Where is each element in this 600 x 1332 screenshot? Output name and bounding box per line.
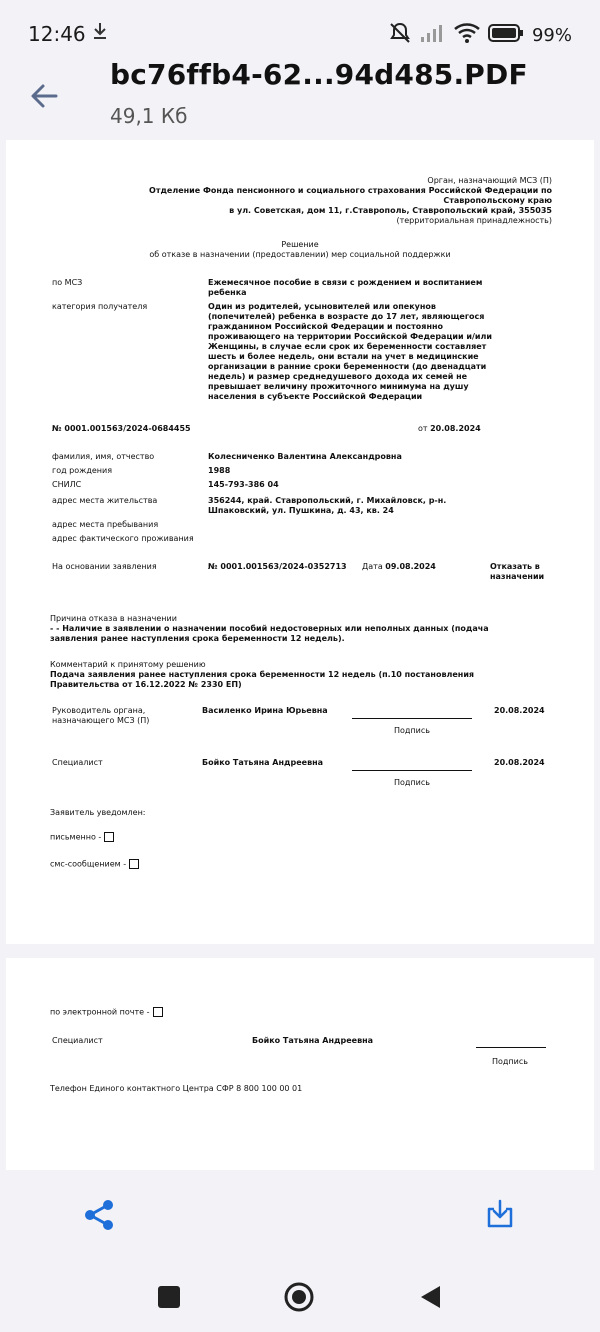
specialist-label-2: Специалист xyxy=(52,1036,103,1045)
email-row xyxy=(50,1007,163,1018)
fio-value: Колесниченко Валентина Александровна xyxy=(208,452,402,461)
category-label: категория получателя xyxy=(52,302,148,311)
msz-value: Ежемесячное пособие в связи с рождением и воспитанием ребенка xyxy=(208,278,483,297)
number-value: 0001.001563/2024-0684455 xyxy=(64,424,191,433)
written-row xyxy=(50,832,114,843)
basis-date xyxy=(362,562,436,572)
actual-label: адрес фактического проживания xyxy=(52,534,194,543)
back-nav-button[interactable] xyxy=(418,1284,442,1310)
head-label: Руководитель органа, назначающего МСЗ (П) xyxy=(52,706,150,725)
basis-number-prefix: № xyxy=(208,562,218,571)
fio-label: фамилия, имя, отчество xyxy=(52,452,155,461)
app-bar xyxy=(0,52,600,138)
org-label: Орган, назначающий МСЗ (П) xyxy=(427,176,552,185)
specialist-label: Специалист xyxy=(52,758,103,767)
decision-title: Решение xyxy=(281,240,319,249)
email-checkbox xyxy=(153,1007,163,1017)
back-arrow-icon[interactable] xyxy=(28,80,60,112)
specialist-name-2: Бойко Татьяна Андреевна xyxy=(252,1036,374,1045)
org-name-1: Отделение Фонда пенсионного и социального страхования Российской Федерации по xyxy=(149,186,552,195)
basis-date-prefix: Дата xyxy=(362,562,383,571)
status-right xyxy=(388,22,572,49)
battery-icon xyxy=(488,24,524,47)
written-label: письменно - xyxy=(50,832,102,842)
home-button[interactable] xyxy=(284,1282,314,1312)
pdf-page-1[interactable] xyxy=(6,140,594,944)
basis-label: На основании заявления xyxy=(52,562,157,571)
residence-label: адрес места жительства xyxy=(52,496,158,505)
basis-number xyxy=(208,562,347,572)
birth-year-value: 1988 xyxy=(208,466,231,475)
comment-text: Подача заявления ранее наступления срока беременности 12 недель (п.10 постановления Правительства от 16.12.2022 № 2330 ЕП) xyxy=(50,670,475,689)
status-time: 12:46 xyxy=(28,22,86,46)
file-title: bc76ffb4-62...94d485.PDF xyxy=(110,58,528,91)
specialist-date: 20.08.2024 xyxy=(494,758,545,767)
download-status-icon xyxy=(92,22,108,45)
birth-year-label: год рождения xyxy=(52,466,113,475)
specialist-signature-label: Подпись xyxy=(394,778,430,787)
reason-title: Причина отказа в назначении xyxy=(50,614,177,623)
basis-decision: Отказать в назначении xyxy=(490,562,545,581)
decision-subtitle: об отказе в назначении (предоставлении) мер социальной поддержки xyxy=(149,250,451,259)
category-value: Один из родителей, усыновителей или опекунов (попечителей) ребенка в возрасте до 17 лет, являющегося гражданином Российской Федерации и постоянно проживающего на территории Российской Федерации и/или Женщины, в случае если срок их беременности составляет шесть и более недель, они встали на учет в медицинские организации в ранние сроки беременности (до двенадцати недель) и размер среднедушевого дохода их семей не превышает величину прожиточного минимума на душу населения в субъекте Российской Федерации xyxy=(208,302,492,401)
sms-checkbox xyxy=(129,859,139,869)
notified-label: Заявитель уведомлен: xyxy=(50,808,146,817)
pdf-page-2[interactable] xyxy=(6,958,594,1170)
snils-label: СНИЛС xyxy=(52,480,82,489)
written-checkbox xyxy=(104,832,114,842)
battery-percent: 99% xyxy=(531,25,572,46)
msz-label: по МСЗ xyxy=(52,278,83,287)
date-prefix: от xyxy=(418,424,428,433)
basis-date-value: 09.08.2024 xyxy=(385,562,436,571)
sms-label: смс-сообщением - xyxy=(50,859,127,869)
system-nav-bar xyxy=(0,1260,600,1332)
sms-row xyxy=(50,859,139,870)
org-name-2: Ставропольскому краю xyxy=(443,196,552,205)
stay-label: адрес места пребывания xyxy=(52,520,159,529)
email-label: по электронной почте - xyxy=(50,1007,150,1017)
number-prefix: № xyxy=(52,424,62,433)
signature-line-2 xyxy=(476,1047,546,1048)
residence-value: 356244, край. Ставропольский, г. Михайловск, р-н. Шпаковский, ул. Пушкина, д. 43, кв. 24 xyxy=(208,496,447,515)
signal-icon xyxy=(420,23,446,48)
head-date: 20.08.2024 xyxy=(494,706,545,715)
org-territory: (территориальная принадлежность) xyxy=(396,216,552,225)
basis-number-value: 0001.001563/2024-0352713 xyxy=(220,562,347,571)
signature-label-2: Подпись xyxy=(492,1057,528,1066)
download-icon[interactable] xyxy=(484,1198,516,1230)
bottom-action-bar xyxy=(0,1180,600,1260)
share-icon[interactable] xyxy=(82,1198,116,1232)
specialist-signature-line xyxy=(352,770,472,771)
decision-number xyxy=(52,424,191,434)
reason-text: - - Наличие в заявлении о назначении пособий недостоверных или неполных данных (подача заявления ранее наступления срока беременности 12 недель). xyxy=(50,624,489,643)
mute-icon xyxy=(388,22,412,49)
comment-title: Комментарий к принятому решению xyxy=(50,660,206,669)
date-value: 20.08.2024 xyxy=(430,424,481,433)
decision-date xyxy=(418,424,481,434)
wifi-icon xyxy=(454,23,480,48)
head-signature-line xyxy=(352,718,472,719)
recents-button[interactable] xyxy=(158,1286,180,1308)
specialist-name: Бойко Татьяна Андреевна xyxy=(202,758,324,767)
head-name: Василенко Ирина Юрьевна xyxy=(202,706,328,715)
phone-text: Телефон Единого контактного Центра СФР 8 800 100 00 01 xyxy=(50,1084,303,1093)
org-address: в ул. Советская, дом 11, г.Ставрополь, Ставропольский край, 355035 xyxy=(229,206,552,215)
head-signature-label: Подпись xyxy=(394,726,430,735)
file-size: 49,1 Кб xyxy=(110,104,188,128)
snils-value: 145-793-386 04 xyxy=(208,480,279,489)
